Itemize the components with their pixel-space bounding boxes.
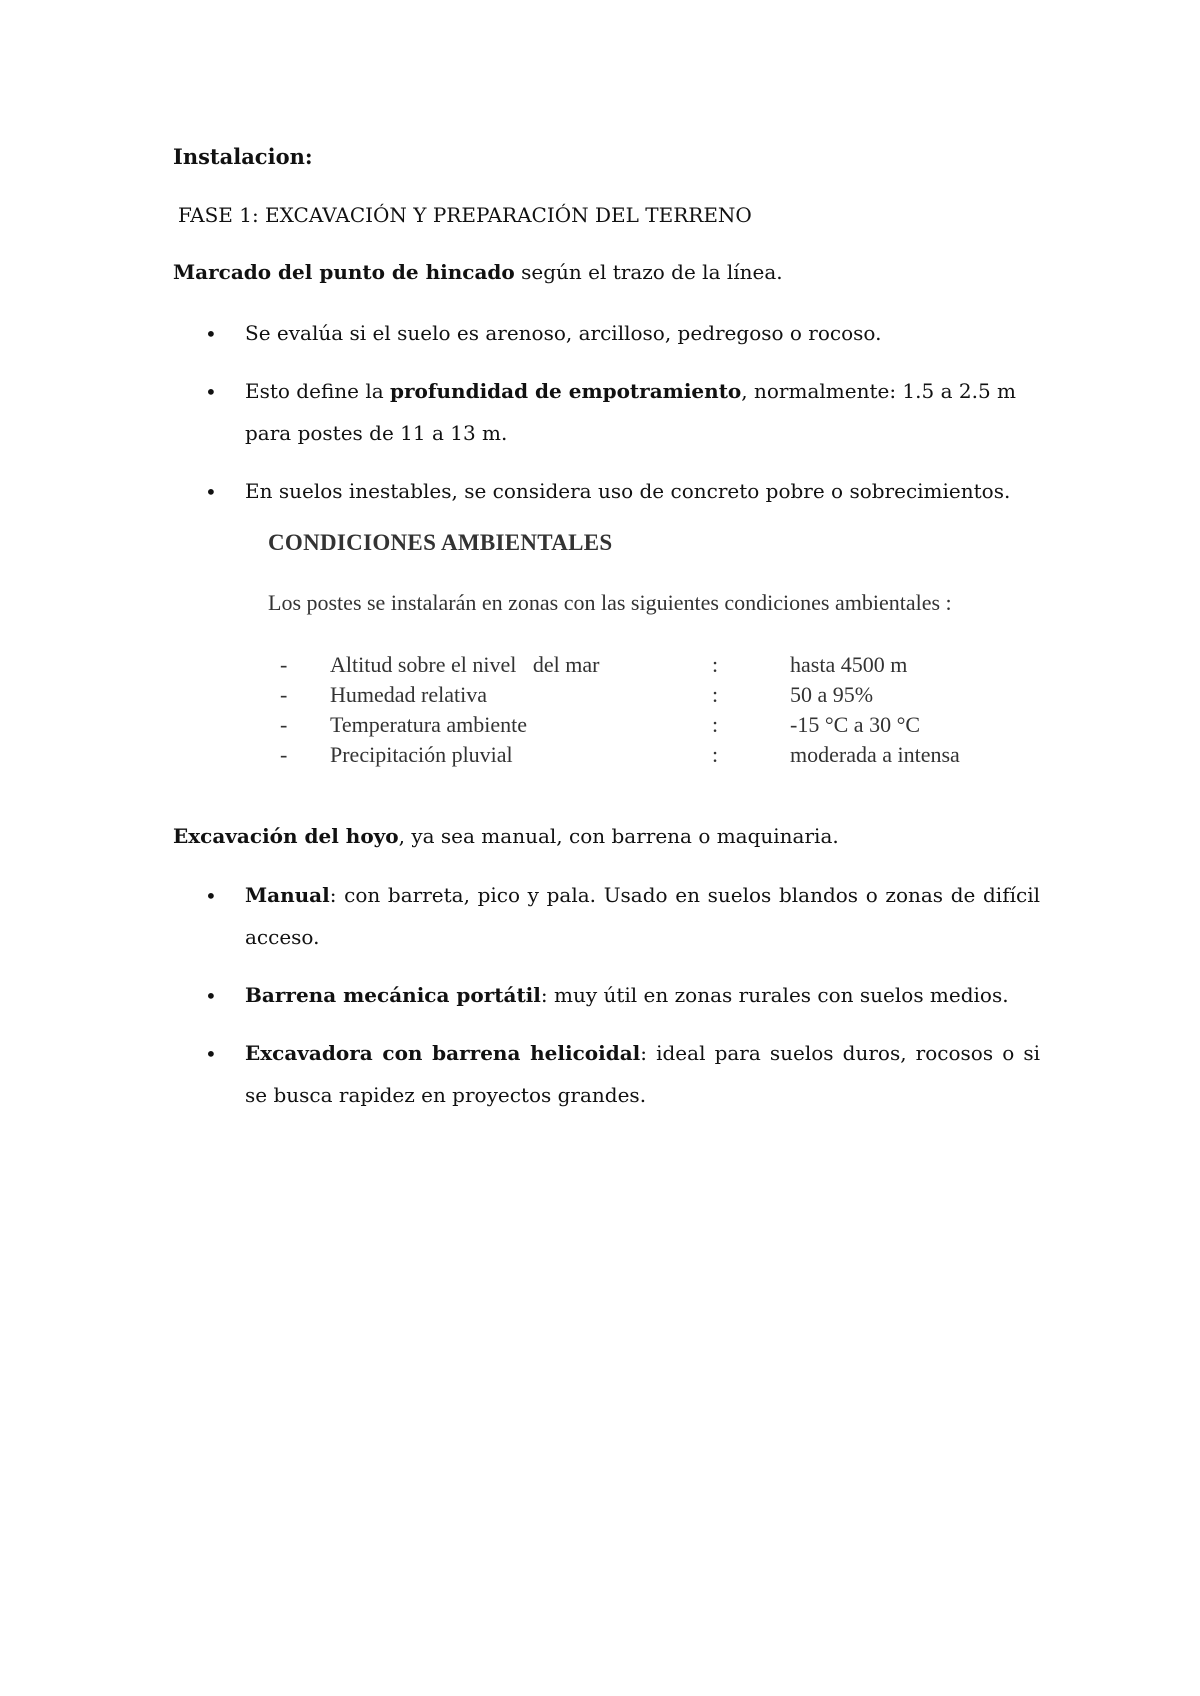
condition-value: -15 °C a 30 °C (790, 712, 921, 737)
dash: - (280, 712, 288, 737)
bullet-icon: • (205, 322, 217, 346)
marking-rest-text: según el trazo de la línea. (514, 260, 783, 284)
bullet-bold-part: Manual (245, 883, 330, 907)
bullet-text-part: : muy útil en zonas rurales con suelos medios. (540, 983, 1009, 1007)
bullet-icon: • (205, 984, 217, 1008)
excavation-rest-text: , ya sea manual, con barrena o maquinaria. (398, 824, 839, 848)
conditions-title: CONDICIONES AMBIENTALES (268, 530, 613, 555)
conditions-row (262, 652, 1062, 682)
condition-value: moderada a intensa (790, 742, 960, 767)
excavation-bold-text: Excavación del hoyo (173, 824, 399, 848)
dash: - (280, 682, 288, 707)
bullet-text-part: Se evalúa si el suelo es arenoso, arcilloso, pedregoso o rocoso. (245, 321, 882, 345)
bullet-bold-part: profundidad de empotramiento (390, 379, 742, 403)
condition-label: Precipitación pluvial (330, 742, 513, 767)
colon: : (712, 742, 719, 767)
condition-label: Temperatura ambiente (330, 712, 527, 737)
bullet-text (245, 370, 1040, 454)
bullet-text-part: , normalmente: 1.5 a 2.5 m para postes de 11 a 13 m. (245, 379, 1016, 445)
marking-paragraph (173, 262, 783, 282)
dash: - (280, 652, 288, 677)
bullet-text-part: Esto define la (245, 379, 391, 403)
condition-value: 50 a 95% (790, 682, 874, 707)
colon: : (712, 682, 719, 707)
condition-value: hasta 4500 m (790, 652, 908, 677)
bullet-text-part: En suelos inestables, se considera uso de concreto pobre o sobrecimientos. (245, 479, 1011, 503)
condition-label: Humedad relativa (330, 682, 487, 707)
conditions-row (262, 742, 1062, 772)
bullet-icon: • (205, 480, 217, 504)
bullet-text (245, 1032, 1040, 1116)
colon: : (712, 712, 719, 737)
bullet-text (245, 874, 1040, 958)
colon: : (712, 652, 719, 677)
conditions-image (262, 524, 1062, 784)
bullet-text (245, 312, 1040, 354)
conditions-row (262, 712, 1062, 742)
bullet-text-part: : ideal para suelos duros, rocosos o si se busca rapidez en proyectos grandes. (245, 1041, 1041, 1107)
conditions-row (262, 682, 1062, 712)
bullet-text (245, 470, 1040, 512)
section-heading: Instalacion: (173, 144, 313, 169)
bullet-bold-part: Barrena mecánica portátil (245, 983, 541, 1007)
marking-bold-text: Marcado del punto de hincado (173, 260, 515, 284)
bullet-icon: • (205, 884, 217, 908)
dash: - (280, 742, 288, 767)
bullet-bold-part: Excavadora con barrena helicoidal (245, 1041, 641, 1065)
bullet-icon: • (205, 380, 217, 404)
bullet-text (245, 974, 1040, 1016)
bullet-text-part: : con barreta, pico y pala. Usado en suelos blandos o zonas de difícil acceso. (245, 883, 1040, 949)
condition-label: Altitud sobre el nivel del mar (330, 652, 600, 677)
phase-title: FASE 1: EXCAVACIÓN Y PREPARACIÓN DEL TERRENO (178, 203, 752, 227)
bullet-icon: • (205, 1042, 217, 1066)
conditions-intro: Los postes se instalarán en zonas con las siguientes condiciones ambientales : (268, 590, 952, 615)
excavation-paragraph (173, 826, 839, 846)
